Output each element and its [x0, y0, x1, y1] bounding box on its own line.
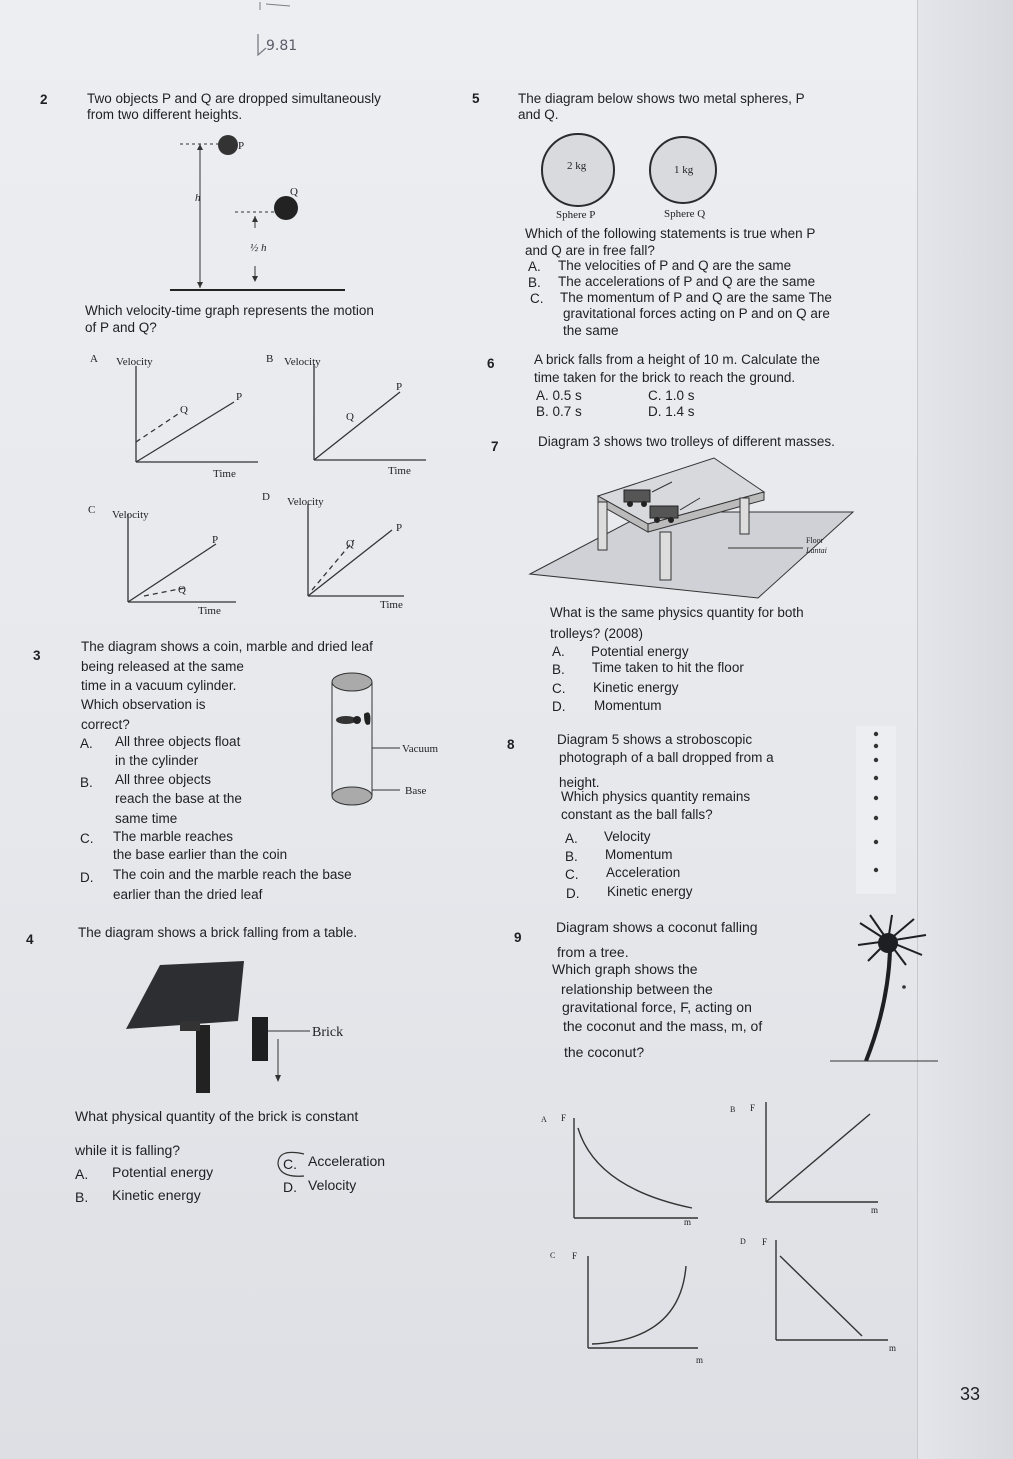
- q2-stem-line1: Two objects P and Q are dropped simultaneously: [87, 91, 381, 106]
- q2-label-h: h: [195, 192, 201, 204]
- q6-stem-line1: A brick falls from a height of 10 m. Calculate the: [534, 352, 820, 367]
- q7-trolleys-table-diagram: [528, 452, 858, 602]
- q2-graph-a-ylabel: Velocity: [116, 356, 153, 368]
- q9-stem-line6: the coconut and the mass, m, of: [563, 1018, 763, 1034]
- q8-stem-line3: height.: [559, 775, 600, 790]
- q2-graph-c-q: Q: [178, 584, 186, 596]
- q5-sphere-q-name: Sphere Q: [664, 208, 706, 220]
- q3-option-d-line1: The coin and the marble reach the base: [113, 867, 352, 882]
- q9-stem-line1: Diagram shows a coconut falling: [556, 919, 758, 935]
- q9-graph-c: [586, 1256, 706, 1356]
- q3-option-c-line2: the base earlier than the coin: [113, 847, 288, 862]
- q7-option-d-text: Momentum: [594, 698, 662, 713]
- q5-number: 5: [472, 91, 480, 106]
- q2-graph-a: [130, 366, 260, 466]
- q9-coconut-tree: [830, 915, 940, 1065]
- q3-option-d-letter: D.: [80, 870, 94, 885]
- q8-number: 8: [507, 737, 515, 752]
- q5-option-a-text: The velocities of P and Q are the same: [558, 258, 792, 273]
- q3-option-a-line1: All three objects float: [115, 734, 241, 749]
- q2-graph-c-p: P: [212, 534, 219, 546]
- q7-option-d-letter: D.: [552, 699, 566, 714]
- q6-option-d: [648, 403, 695, 420]
- q2-label-p: P: [238, 140, 245, 152]
- q7-number: 7: [491, 439, 499, 454]
- q7-option-a-text: Potential energy: [591, 644, 689, 659]
- q8-stem-line2: photograph of a ball dropped from a: [559, 750, 774, 765]
- q9-graph-c-letter: C: [550, 1251, 556, 1260]
- q2-label-q: Q: [290, 186, 298, 198]
- q2-graph-b-q: Q: [346, 411, 354, 423]
- q8-option-c-letter: C.: [565, 867, 579, 882]
- q4-question-line1: What physical quantity of the brick is constant: [75, 1108, 359, 1124]
- q9-graph-c-f: F: [572, 1251, 578, 1261]
- q3-option-b-line3: same time: [115, 811, 178, 826]
- q6-option-a: [536, 387, 582, 404]
- q2-graph-d-q: Q: [346, 538, 354, 550]
- q4-table-brick-diagram: [120, 955, 320, 1095]
- q8-option-b-text: Momentum: [605, 847, 673, 862]
- q9-graph-b-f: F: [750, 1103, 756, 1113]
- q8-option-d-letter: D.: [566, 886, 580, 901]
- q3-number: 3: [33, 648, 41, 663]
- q2-graph-c-xlabel: Time: [198, 605, 221, 617]
- q8-option-a-letter: A.: [565, 831, 578, 846]
- q4-answer-circle: [274, 1150, 314, 1180]
- q9-graph-c-m: m: [696, 1355, 704, 1365]
- q9-stem-line5: gravitational force, F, acting on: [562, 999, 752, 1015]
- q5-option-c-line3: the same: [563, 323, 619, 338]
- q6-number: 6: [487, 356, 495, 371]
- q3-stem-line3: time in a vacuum cylinder.: [81, 678, 237, 693]
- q9-graph-d-m: m: [889, 1343, 897, 1353]
- q4-number: 4: [26, 932, 34, 947]
- q2-graph-d: [304, 504, 424, 604]
- q5-stem-line2: and Q.: [518, 107, 559, 122]
- q3-option-d-line2: earlier than the dried leaf: [113, 887, 263, 902]
- q2-question-line1: Which velocity-time graph represents the motion: [85, 303, 374, 318]
- q7-label-floor: Floor: [806, 536, 824, 545]
- q3-option-c-letter: C.: [80, 831, 94, 846]
- q2-graph-a-xlabel: Time: [213, 468, 236, 480]
- q5-question-line2: and Q are in free fall?: [525, 243, 655, 258]
- q4-label-brick: Brick: [312, 1025, 344, 1040]
- q9-number: 9: [514, 930, 522, 945]
- q9-stem-line2: from a tree.: [557, 944, 629, 960]
- q4-option-a-text: Potential energy: [112, 1164, 214, 1180]
- q9-graph-a-letter: A: [541, 1115, 547, 1124]
- q7-option-b-letter: B.: [552, 662, 565, 677]
- q5-option-c-letter: C.: [530, 291, 544, 306]
- q3-stem-line5: correct?: [81, 717, 130, 732]
- q6-option-c: [648, 387, 695, 404]
- q5-option-c-line2: gravitational forces acting on P and on Q are: [563, 306, 830, 321]
- q4-option-b-letter: B.: [75, 1189, 89, 1205]
- q9-stem-line7: the coconut?: [564, 1044, 645, 1060]
- q9-graph-d: [772, 1240, 892, 1344]
- q2-graph-a-p: P: [236, 391, 243, 403]
- q2-label-half-h: ½ h: [250, 242, 267, 254]
- q6-option-d-text: 1.4 s: [665, 404, 695, 419]
- q5-option-a-letter: A.: [528, 259, 541, 274]
- q6-option-d-letter: D.: [648, 404, 662, 419]
- q2-graph-b-letter: B: [266, 353, 274, 365]
- q2-question-line2: of P and Q?: [85, 320, 157, 335]
- q8-option-d-text: Kinetic energy: [607, 884, 693, 899]
- q6-option-b: [536, 403, 582, 420]
- q3-stem-line1: The diagram shows a coin, marble and dried leaf: [81, 639, 373, 654]
- q2-stem-line2: from two different heights.: [87, 107, 243, 122]
- q6-stem-line2: time taken for the brick to reach the ground.: [534, 370, 796, 385]
- q4-option-a-letter: A.: [75, 1166, 89, 1182]
- q9-graph-a-f: F: [561, 1113, 567, 1123]
- q7-option-b-text: Time taken to hit the floor: [592, 660, 744, 675]
- q8-stem-line5: constant as the ball falls?: [561, 807, 713, 822]
- q2-graph-d-ylabel: Velocity: [287, 496, 324, 508]
- q7-option-a-letter: A.: [552, 644, 565, 659]
- q2-graph-c-letter: C: [88, 504, 96, 516]
- top-scribble: 9.81: [266, 38, 298, 54]
- q2-graph-b-p: P: [396, 381, 403, 393]
- q3-option-b-letter: B.: [80, 775, 93, 790]
- q8-stroboscopic-photo: [856, 726, 896, 894]
- q8-option-a-text: Velocity: [604, 829, 651, 844]
- q7-question-line2: trolleys? (2008): [550, 626, 644, 641]
- q4-question-line2: while it is falling?: [75, 1142, 181, 1158]
- q3-option-c-line1: The marble reaches: [113, 829, 234, 844]
- page-number: 33: [960, 1384, 981, 1404]
- q4-option-d-text: Velocity: [308, 1177, 357, 1193]
- q2-drop-diagram: [160, 128, 360, 298]
- q3-option-a-letter: A.: [80, 736, 93, 751]
- q8-stem-line4: Which physics quantity remains: [561, 789, 751, 804]
- q4-option-b-text: Kinetic energy: [112, 1187, 201, 1203]
- q5-option-b-letter: B.: [528, 275, 541, 290]
- q8-stem-line1: Diagram 5 shows a stroboscopic: [557, 732, 753, 747]
- q3-stem-line4: Which observation is: [81, 697, 206, 712]
- q6-option-a-letter: A.: [536, 388, 549, 403]
- q6-option-b-letter: B.: [536, 404, 549, 419]
- q3-option-b-line1: All three objects: [115, 772, 212, 787]
- q7-option-c-text: Kinetic energy: [593, 680, 679, 695]
- q6-option-b-text: 0.7 s: [552, 404, 582, 419]
- q2-graph-d-p: P: [396, 522, 403, 534]
- q2-graph-b-ylabel: Velocity: [284, 356, 321, 368]
- q7-stem: Diagram 3 shows two trolleys of different masses.: [538, 434, 835, 449]
- q9-stem-line4: relationship between the: [561, 981, 713, 997]
- q2-graph-b: [308, 364, 438, 464]
- q3-option-a-line2: in the cylinder: [115, 753, 199, 768]
- q2-graph-a-letter: A: [90, 353, 98, 365]
- q2-graph-c-ylabel: Velocity: [112, 509, 149, 521]
- q6-option-c-letter: C.: [648, 388, 662, 403]
- q9-stem-line3: Which graph shows the: [552, 961, 698, 977]
- q8-option-b-letter: B.: [565, 849, 578, 864]
- q9-graph-b: [762, 1102, 882, 1206]
- q4-stem: The diagram shows a brick falling from a table.: [78, 925, 358, 940]
- q2-number: 2: [40, 92, 48, 107]
- q4-option-c-text: Acceleration: [308, 1153, 386, 1169]
- q5-option-c-line1: The momentum of P and Q are the same The: [560, 290, 832, 305]
- q5-sphere-q-mass: 1 kg: [674, 164, 694, 176]
- q4-option-c-letter: C.: [283, 1156, 297, 1172]
- q5-option-b-text: The accelerations of P and Q are the same: [558, 274, 816, 289]
- q3-label-base: Base: [405, 785, 427, 797]
- q5-sphere-p-name: Sphere P: [556, 209, 596, 221]
- q9-graph-d-f: F: [762, 1237, 768, 1247]
- next-page-edge: [917, 0, 1013, 1459]
- q5-question-line1: Which of the following statements is true when P: [525, 226, 816, 241]
- q2-graph-d-xlabel: Time: [380, 599, 403, 611]
- q5-sphere-p-mass: 2 kg: [567, 160, 587, 172]
- q2-graph-c: [124, 514, 254, 604]
- q2-graph-b-xlabel: Time: [388, 465, 411, 477]
- q2-graph-d-letter: D: [262, 491, 270, 503]
- q3-stem-line2: being released at the same: [81, 659, 244, 674]
- q2-graph-a-q: Q: [180, 404, 188, 416]
- q3-option-b-line2: reach the base at the: [115, 791, 242, 806]
- q5-spheres-diagram: [530, 134, 730, 214]
- q9-graph-d-letter: D: [740, 1237, 746, 1246]
- q6-option-c-text: 1.0 s: [665, 388, 695, 403]
- q4-option-d-letter: D.: [283, 1179, 297, 1195]
- q7-question-line1: What is the same physics quantity for both: [550, 605, 804, 620]
- q9-graph-a-m: m: [684, 1217, 692, 1227]
- q9-graph-a: [572, 1118, 702, 1218]
- q6-option-a-text: 0.5 s: [552, 388, 582, 403]
- q3-label-vacuum: Vacuum: [402, 743, 439, 755]
- q7-label-lantai: Lantai: [806, 546, 827, 555]
- q9-graph-b-m: m: [871, 1205, 879, 1215]
- q5-stem-line1: The diagram below shows two metal spheres, P: [518, 91, 805, 106]
- q8-option-c-text: Acceleration: [606, 865, 681, 880]
- q7-option-c-letter: C.: [552, 681, 566, 696]
- q9-graph-b-letter: B: [730, 1105, 736, 1114]
